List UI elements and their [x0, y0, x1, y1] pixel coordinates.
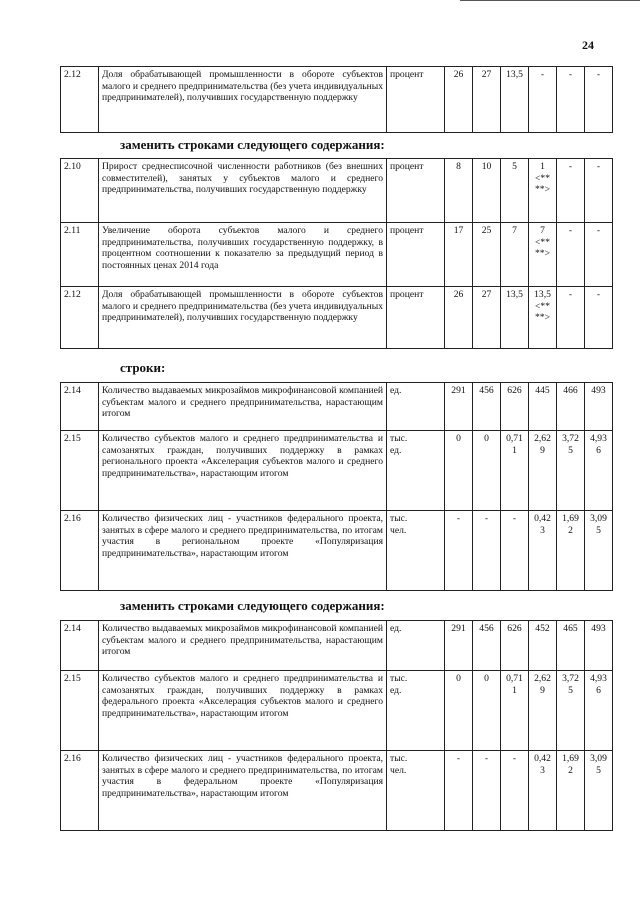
unit-cell: тыс. чел.	[387, 751, 445, 831]
value-cell: 456	[473, 383, 501, 431]
value-cell: 626	[501, 621, 529, 671]
value-cell: 0	[445, 431, 473, 511]
row-number: 2.12	[61, 287, 99, 349]
value-cell: 291	[445, 621, 473, 671]
value-cell: 27	[473, 67, 501, 133]
value-cell: 13,5 <** **>	[529, 287, 557, 349]
value-cell: 0,42 3	[529, 751, 557, 831]
value-cell: -	[585, 223, 613, 287]
value-cell: 4,93 6	[585, 671, 613, 751]
value-cell: 0,42 3	[529, 511, 557, 591]
value-cell: 466	[557, 383, 585, 431]
table-row	[61, 431, 613, 511]
value-cell: 465	[557, 621, 585, 671]
value-cell: 0	[445, 671, 473, 751]
page-number: 24	[582, 38, 594, 52]
indicator-name: Увеличение оборота субъектов малого и среднего предпринимательства, получивших государственную поддержку, в процентном соотношении к показателю за предыдущий период в постоянных ценах 2014 года	[99, 223, 387, 287]
value-cell: 3,72 5	[557, 431, 585, 511]
value-cell: -	[473, 511, 501, 591]
table-row	[61, 159, 613, 223]
section-heading: заменить строками следующего содержания:	[120, 137, 385, 152]
value-cell: 0,71 1	[501, 431, 529, 511]
value-cell: 8	[445, 159, 473, 223]
value-cell: 445	[529, 383, 557, 431]
value-cell: 10	[473, 159, 501, 223]
value-cell: 4,93 6	[585, 431, 613, 511]
value-cell: -	[585, 159, 613, 223]
value-cell: 7 <** **>	[529, 223, 557, 287]
value-cell: 1 <** **>	[529, 159, 557, 223]
value-cell: 291	[445, 383, 473, 431]
value-cell: 1,69 2	[557, 751, 585, 831]
value-cell: 13,5	[501, 287, 529, 349]
row-number: 2.16	[61, 751, 99, 831]
indicator-name: Количество физических лиц - участников федерального проекта, занятых в сфере малого и среднего предпринимательства, по итогам участия в федеральном проекте «Популяризация предпринимательства», нарастающим итогом	[99, 751, 387, 831]
value-cell: 452	[529, 621, 557, 671]
value-cell: -	[445, 751, 473, 831]
indicator-name: Доля обрабатывающей промышленности в обороте субъектов малого и среднего предпринимательства (без учета индивидуальных предпринимателей), получивших государственную поддержку	[99, 287, 387, 349]
unit-cell: ед.	[387, 621, 445, 671]
value-cell: 27	[473, 287, 501, 349]
table-row	[61, 223, 613, 287]
indicator-table	[60, 620, 613, 831]
row-number: 2.11	[61, 223, 99, 287]
value-cell: 3,09 5	[585, 511, 613, 591]
value-cell: 7	[501, 223, 529, 287]
indicator-name: Количество выдаваемых микрозаймов микрофинансовой компанией субъектам малого и среднего предпринимательства, нарастающим итогом	[99, 621, 387, 671]
indicator-name: Количество физических лиц - участников федерального проекта, занятых в сфере малого и среднего предпринимательства, по итогам участия в региональном проекте «Популяризация предпринимательства», нарастающим итогом	[99, 511, 387, 591]
row-number: 2.12	[61, 67, 99, 133]
table-block-current-2-14	[60, 382, 612, 591]
unit-cell: тыс. чел.	[387, 511, 445, 591]
value-cell: 493	[585, 383, 613, 431]
value-cell: 17	[445, 223, 473, 287]
value-cell: 456	[473, 621, 501, 671]
value-cell: 3,09 5	[585, 751, 613, 831]
value-cell: 626	[501, 383, 529, 431]
row-number: 2.16	[61, 511, 99, 591]
value-cell: -	[445, 511, 473, 591]
section-heading: строки:	[120, 360, 166, 375]
indicator-name: Прирост среднесписочной численности работников (без внешних совместителей), занятых у субъектов малого и среднего предпринимательства, получивших государственную поддержку	[99, 159, 387, 223]
table-block-replacement-2-14	[60, 620, 612, 831]
value-cell: 0,71 1	[501, 671, 529, 751]
unit-cell: процент	[387, 67, 445, 133]
value-cell: -	[585, 287, 613, 349]
table-block-current-2-12	[60, 66, 612, 133]
value-cell: 493	[585, 621, 613, 671]
value-cell: 25	[473, 223, 501, 287]
indicator-table	[60, 158, 613, 349]
value-cell: -	[529, 67, 557, 133]
value-cell: 0	[473, 671, 501, 751]
table-row	[61, 671, 613, 751]
value-cell: 2,62 9	[529, 431, 557, 511]
table-row	[61, 67, 613, 133]
value-cell: -	[501, 511, 529, 591]
value-cell: -	[557, 67, 585, 133]
unit-cell: тыс. ед.	[387, 431, 445, 511]
unit-cell: тыс. ед.	[387, 671, 445, 751]
value-cell: 2,62 9	[529, 671, 557, 751]
row-number: 2.14	[61, 621, 99, 671]
value-cell: 13,5	[501, 67, 529, 133]
table-row	[61, 751, 613, 831]
indicator-name: Количество субъектов малого и среднего предпринимательства и самозанятых граждан, получивших поддержку в рамках федерального проекта «Акселерация субъектов малого и среднего предпринимательства», нарастающим итогом	[99, 671, 387, 751]
top-edge-rule	[460, 0, 640, 3]
value-cell: 26	[445, 67, 473, 133]
value-cell: 3,72 5	[557, 671, 585, 751]
indicator-name: Доля обрабатывающей промышленности в обороте субъектов малого и среднего предпринимательства (без учета индивидуальных предпринимателей), получивших государственную поддержку	[99, 67, 387, 133]
value-cell: -	[557, 159, 585, 223]
row-number: 2.15	[61, 671, 99, 751]
table-block-replacement-2-10	[60, 158, 612, 349]
indicator-name: Количество выдаваемых микрозаймов микрофинансовой компанией субъектам малого и среднего предпринимательства, нарастающим итогом	[99, 383, 387, 431]
unit-cell: процент	[387, 223, 445, 287]
value-cell: 1,69 2	[557, 511, 585, 591]
value-cell: -	[585, 67, 613, 133]
table-row	[61, 621, 613, 671]
unit-cell: процент	[387, 287, 445, 349]
value-cell: 0	[473, 431, 501, 511]
unit-cell: ед.	[387, 383, 445, 431]
value-cell: 26	[445, 287, 473, 349]
indicator-table	[60, 382, 613, 591]
table-row	[61, 383, 613, 431]
indicator-name: Количество субъектов малого и среднего предпринимательства и самозанятых граждан, получивших поддержку в рамках регионального проекта «Акселерация субъектов малого и среднего предпринимательства», нарастающим итогом	[99, 431, 387, 511]
table-row	[61, 287, 613, 349]
value-cell: 5	[501, 159, 529, 223]
unit-cell: процент	[387, 159, 445, 223]
row-number: 2.14	[61, 383, 99, 431]
value-cell: -	[501, 751, 529, 831]
row-number: 2.10	[61, 159, 99, 223]
value-cell: -	[557, 287, 585, 349]
table-row	[61, 511, 613, 591]
row-number: 2.15	[61, 431, 99, 511]
indicator-table	[60, 66, 613, 133]
value-cell: -	[473, 751, 501, 831]
value-cell: -	[557, 223, 585, 287]
section-heading: заменить строками следующего содержания:	[120, 598, 385, 613]
